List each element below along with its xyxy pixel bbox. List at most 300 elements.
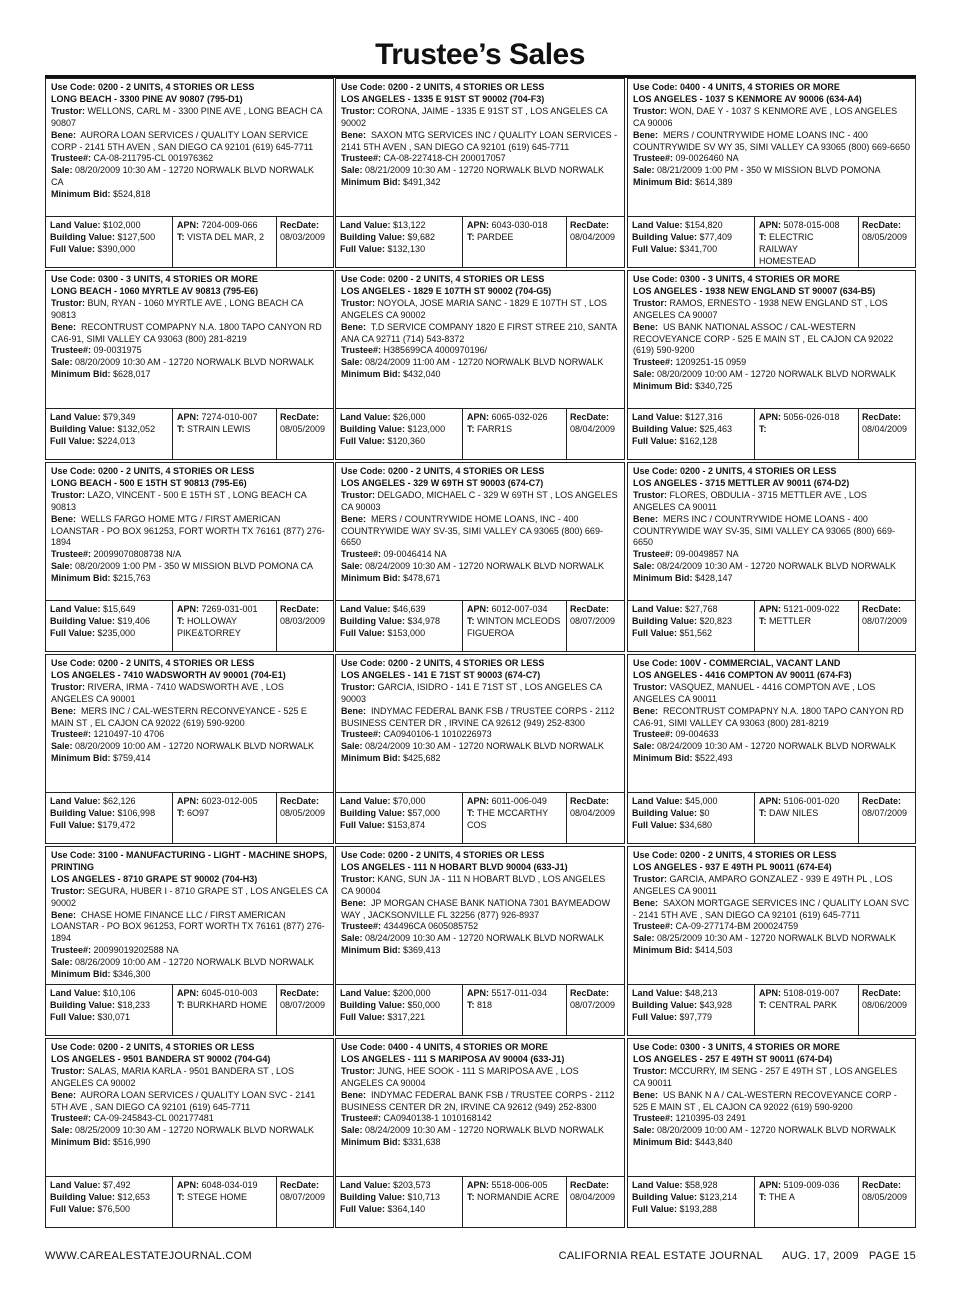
recdate-value: 08/04/2009: [570, 423, 616, 434]
use-code: Use Code: 0200 - 2 UNITS, 4 STORIES OR LESS: [341, 82, 545, 92]
tract-value: BURKHARD HOME: [187, 999, 268, 1010]
full-value-label: Full Value:: [340, 1011, 386, 1022]
full-value-line: [50, 1204, 168, 1216]
apn-value: 5518-006-005: [491, 1180, 548, 1190]
building-value: $0: [699, 807, 710, 818]
apn-cell: [173, 217, 277, 267]
sale-line: [51, 957, 328, 969]
listing-card: [627, 1038, 916, 1228]
apn-value: 5517-011-034: [491, 988, 547, 998]
recdate-value: 08/07/2009: [570, 999, 616, 1010]
land-value-line: [50, 604, 168, 616]
recdate-cell: [277, 217, 333, 267]
land-value-label: Land Value:: [50, 604, 101, 614]
min-bid-value: $491,342: [403, 177, 441, 188]
trustor-line: [341, 1066, 619, 1090]
value-cell: [46, 409, 173, 459]
min-bid-value: $443,840: [695, 1137, 733, 1148]
recdate-value: 08/04/2009: [570, 807, 616, 818]
trustor-label: Trustor:: [633, 297, 668, 308]
trustee-line: [633, 921, 910, 933]
building-value-label: Building Value:: [340, 807, 406, 818]
apn-cell: [463, 985, 567, 1035]
trustor-line: [633, 490, 910, 514]
apn-label: APN:: [467, 604, 489, 614]
apn-cell: [173, 793, 277, 843]
sale-value: 08/26/2009 10:00 AM - 12720 NORWALK BLVD NORWALK: [75, 957, 314, 968]
listing-values: [336, 216, 624, 267]
full-value-label: Full Value:: [340, 1203, 386, 1214]
trustee-value: 20099070808738 N/A: [93, 549, 182, 560]
full-value-label: Full Value:: [50, 435, 96, 446]
value-cell: [628, 217, 755, 267]
trustor-line: [51, 490, 328, 514]
full-value-label: Full Value:: [632, 435, 678, 446]
land-value-label: Land Value:: [340, 988, 391, 998]
trustee-label: Trustee#:: [341, 153, 382, 164]
trustee-value: CA-09-245843-CL 002177481: [93, 1113, 214, 1124]
sale-label: Sale:: [51, 561, 73, 572]
apn-cell: [755, 1177, 859, 1227]
bene-value: US BANK NATIONAL ASSOC / CAL-WESTERN RECOVEYANCE CORP - 525 E MAIN ST , EL CAJON CA 92022 (619) 590-9200: [633, 321, 894, 356]
min-bid-value: $516,990: [113, 1137, 151, 1148]
bene-label: Bene:: [341, 513, 367, 524]
trustee-label: Trustee#:: [341, 921, 382, 932]
full-value: $224,013: [97, 435, 136, 446]
min-bid-value: $428,147: [695, 573, 733, 584]
bene-line: [51, 130, 328, 154]
land-value: $13,122: [393, 220, 426, 230]
building-value-label: Building Value:: [50, 231, 116, 242]
tract-line: [177, 616, 272, 640]
property-address: LOS ANGELES - 1335 E 91ST ST 90002 (704-F3): [341, 93, 545, 104]
trustor-line: [341, 874, 619, 898]
building-value-line: [50, 1192, 168, 1204]
min-bid-label: Minimum Bid:: [633, 753, 693, 764]
tract-value: FARR1S: [477, 423, 513, 434]
bene-value: INDYMAC FEDERAL BANK FSB / TRUSTEE CORPS - 2112 BUSINESS CENTER DR , IRVINE CA 92612 (949) 252-8300: [341, 705, 615, 728]
bene-value: US BANK N A / CAL-WESTERN RECOVEYANCE CORP - 525 E MAIN ST , EL CAJON CA 92022 (619) 590-9200: [633, 1089, 897, 1112]
bene-label: Bene:: [51, 1089, 77, 1100]
min-bid-line: [51, 189, 328, 201]
trustor-label: Trustor:: [633, 1065, 668, 1076]
trustor-value: CORONA, JAIME - 1335 E 91ST ST , LOS ANGELES CA 90002: [341, 105, 608, 128]
value-cell: [628, 1177, 755, 1227]
tract-value: STRAIN LEWIS: [187, 423, 251, 434]
listing-details: [628, 847, 915, 984]
min-bid-line: [51, 1137, 328, 1149]
sale-value: 08/24/2009 10:30 AM - 12720 NORWALK BLVD NORWALK: [657, 741, 896, 752]
use-code: Use Code: 0200 - 2 UNITS, 4 STORIES OR LESS: [51, 466, 255, 476]
listing-details: [46, 1039, 333, 1176]
min-bid-line: [51, 573, 328, 585]
listing-details: [628, 79, 915, 216]
building-value-label: Building Value:: [340, 423, 406, 434]
apn-line: [467, 988, 562, 1000]
building-value: $34,978: [407, 615, 441, 626]
recdate-value: 08/07/2009: [280, 1191, 326, 1202]
listing-values: [46, 600, 333, 651]
min-bid-value: $628,017: [113, 369, 151, 380]
apn-label: APN:: [467, 796, 489, 806]
building-value-line: [50, 1000, 168, 1012]
tract-line: [759, 1000, 854, 1012]
sale-label: Sale:: [51, 165, 73, 176]
land-value: $79,349: [103, 412, 136, 422]
building-value-line: [340, 1192, 458, 1204]
listing-values: [46, 792, 333, 843]
listing-card: [335, 270, 625, 460]
trustor-label: Trustor:: [341, 681, 376, 692]
use-code: Use Code: 0400 - 4 UNITS, 4 STORIES OR MORE: [341, 1042, 548, 1052]
apn-cell: [755, 793, 859, 843]
property-address: LOS ANGELES - 1938 NEW ENGLAND ST 90007 (634-B5): [633, 285, 876, 296]
use-code: Use Code: 0200 - 2 UNITS, 4 STORIES OR LESS: [341, 466, 545, 476]
full-value-line: [50, 244, 168, 256]
listing-details: [46, 79, 333, 216]
tract-value: METTLER: [769, 615, 812, 626]
trustee-label: Trustee#:: [633, 1113, 674, 1124]
listing-values: [628, 216, 915, 267]
trustee-line: [341, 921, 619, 933]
listings-row: [45, 462, 916, 654]
full-value-line: [632, 820, 750, 832]
tract-value: STEGE HOME: [187, 1191, 248, 1202]
sale-label: Sale:: [341, 165, 363, 176]
sale-line: [51, 561, 328, 573]
building-value: $77,409: [699, 231, 733, 242]
min-bid-line: [633, 753, 910, 765]
bene-label: Bene:: [633, 129, 659, 140]
min-bid-label: Minimum Bid:: [633, 945, 693, 956]
sale-value: 08/24/2009 11:00 AM - 12720 NORWALK BLVD NORWALK: [365, 357, 604, 368]
use-code: Use Code: 0200 - 2 UNITS, 4 STORIES OR LESS: [51, 658, 255, 668]
bene-line: [51, 910, 328, 946]
land-value-line: [50, 796, 168, 808]
apn-value: 5078-015-008: [783, 220, 840, 230]
trustee-label: Trustee#:: [341, 549, 382, 560]
sale-line: [341, 357, 619, 369]
trustor-line: [51, 1066, 328, 1090]
land-value-line: [340, 1180, 458, 1192]
trustee-line: [633, 153, 910, 165]
land-value-line: [632, 988, 750, 1000]
min-bid-value: $414,503: [695, 945, 733, 956]
building-value: $10,713: [407, 1191, 441, 1202]
tract-label: T:: [467, 231, 475, 242]
sale-value: 08/24/2009 10:30 AM - 12720 NORWALK BLVD NORWALK: [657, 561, 896, 572]
apn-cell: [463, 793, 567, 843]
sale-value: 08/25/2009 10:30 AM - 12720 NORWALK BLVD NORWALK: [657, 933, 896, 944]
bene-value: CHASE HOME FINANCE LLC / FIRST AMERICAN LOANSTAR - PO BOX 961253, FORT WORTH TX 76161 (877) 276-1894: [51, 909, 325, 944]
tract-label: T:: [759, 1191, 767, 1202]
listing-card: [45, 462, 334, 652]
apn-line: [759, 1180, 854, 1192]
trustee-value: CA-08-211795-CL 001976362: [93, 153, 214, 164]
value-cell: [628, 985, 755, 1035]
recdate-label: RecDate:: [280, 604, 320, 614]
apn-label: APN:: [467, 220, 489, 230]
apn-label: APN:: [177, 796, 199, 806]
land-value: $70,000: [393, 796, 426, 806]
tract-line: [467, 808, 562, 832]
trustee-line: [341, 153, 619, 165]
full-value-label: Full Value:: [50, 1011, 96, 1022]
building-value-label: Building Value:: [632, 231, 698, 242]
listing-values: [628, 984, 915, 1035]
min-bid-value: $369,413: [403, 945, 441, 956]
recdate-value: 08/07/2009: [280, 999, 326, 1010]
sale-value: 08/24/2009 10:30 AM - 12720 NORWALK BLVD NORWALK: [365, 741, 604, 752]
building-value: $50,000: [407, 999, 441, 1010]
listing-card: [335, 462, 625, 652]
sale-line: [633, 1125, 910, 1137]
land-value-line: [340, 220, 458, 232]
apn-cell: [755, 601, 859, 651]
trustee-line: [51, 345, 328, 357]
bene-line: [633, 898, 910, 922]
trustor-label: Trustor:: [51, 885, 86, 896]
sale-label: Sale:: [341, 561, 363, 572]
min-bid-label: Minimum Bid:: [51, 1137, 111, 1148]
trustee-value: 09-004633: [675, 729, 719, 740]
apn-line: [177, 796, 272, 808]
building-value: $12,653: [117, 1191, 151, 1202]
trustor-label: Trustor:: [51, 1065, 86, 1076]
listing-values: [46, 984, 333, 1035]
trustee-value: 09-0046414 NA: [383, 549, 447, 560]
building-value-label: Building Value:: [50, 999, 116, 1010]
trustor-value: LAZO, VINCENT - 500 E 15TH ST , LONG BEACH CA 90813: [51, 489, 307, 512]
value-cell: [46, 793, 173, 843]
recdate-value: 08/05/2009: [280, 423, 326, 434]
apn-label: APN:: [759, 220, 781, 230]
recdate-cell: [859, 1177, 915, 1227]
tract-value: 818: [477, 999, 493, 1010]
recdate-cell: [277, 985, 333, 1035]
land-value: $27,768: [685, 604, 718, 614]
apn-label: APN:: [177, 604, 199, 614]
trustor-value: MCCURRY, IM SENG - 257 E 49TH ST , LOS ANGELES CA 90011: [633, 1065, 898, 1088]
use-code: Use Code: 3100 - MANUFACTURING - LIGHT - MACHINE SHOPS, PRINTING: [51, 850, 328, 872]
tract-line: [177, 232, 272, 244]
trustee-label: Trustee#:: [341, 729, 382, 740]
trustee-line: [633, 729, 910, 741]
land-value-line: [632, 604, 750, 616]
full-value-line: [632, 628, 750, 640]
listing-card: [627, 654, 916, 844]
min-bid-value: $346,300: [113, 969, 151, 980]
listing-card: [627, 78, 916, 268]
bene-label: Bene:: [51, 129, 77, 140]
building-value-line: [50, 424, 168, 436]
recdate-value: 08/04/2009: [570, 1191, 616, 1202]
tract-label: T:: [467, 1191, 475, 1202]
listing-values: [628, 1176, 915, 1227]
sale-value: 08/21/2009 1:00 PM - 350 W MISSION BLVD POMONA: [657, 165, 881, 176]
value-cell: [46, 985, 173, 1035]
recdate-label: RecDate:: [862, 796, 902, 806]
trustee-label: Trustee#:: [51, 549, 92, 560]
full-value-line: [632, 436, 750, 448]
recdate-label: RecDate:: [280, 412, 320, 422]
apn-cell: [463, 601, 567, 651]
land-value-label: Land Value:: [340, 412, 391, 422]
recdate-cell: [277, 793, 333, 843]
bene-label: Bene:: [51, 513, 77, 524]
trustee-label: Trustee#:: [51, 153, 92, 164]
use-code: Use Code: 0200 - 2 UNITS, 4 STORIES OR LESS: [341, 850, 545, 860]
listing-values: [336, 408, 624, 459]
land-value-label: Land Value:: [50, 988, 101, 998]
full-value: $51,562: [679, 627, 713, 638]
apn-cell: [755, 217, 859, 267]
trustee-value: 20099019202588 NA: [93, 945, 179, 956]
listing-details: [628, 271, 915, 408]
tract-label: T:: [177, 807, 185, 818]
listing-values: [628, 408, 915, 459]
full-value: $364,140: [387, 1203, 426, 1214]
full-value-line: [340, 628, 458, 640]
apn-value: 5056-026-018: [783, 412, 840, 422]
min-bid-line: [633, 177, 910, 189]
apn-line: [467, 604, 562, 616]
trustee-line: [51, 549, 328, 561]
full-value-line: [340, 244, 458, 256]
land-value: $7,492: [103, 1180, 131, 1190]
sale-label: Sale:: [51, 957, 73, 968]
trustee-line: [51, 729, 328, 741]
full-value: $235,000: [97, 627, 136, 638]
listing-details: [336, 79, 624, 216]
trustor-value: RAMOS, ERNESTO - 1938 NEW ENGLAND ST , LOS ANGELES CA 90007: [633, 297, 888, 320]
min-bid-label: Minimum Bid:: [51, 189, 111, 200]
recdate-label: RecDate:: [280, 1180, 320, 1190]
recdate-value: 08/04/2009: [862, 423, 908, 434]
tract-line: [177, 424, 272, 436]
trustor-label: Trustor:: [633, 105, 668, 116]
bene-label: Bene:: [51, 909, 77, 920]
property-address: LOS ANGELES - 937 E 49TH PL 90011 (674-E4): [633, 861, 832, 872]
bene-label: Bene:: [341, 321, 367, 332]
trustor-label: Trustor:: [341, 105, 376, 116]
trustor-value: BUN, RYAN - 1060 MYRTLE AVE , LONG BEACH CA 90813: [51, 297, 303, 320]
tract-line: [177, 1000, 272, 1012]
apn-line: [177, 1180, 272, 1192]
sale-label: Sale:: [633, 561, 655, 572]
trustor-value: RIVERA, IRMA - 7410 WADSWORTH AVE , LOS ANGELES CA 90001: [51, 681, 284, 704]
tract-label: T:: [759, 999, 767, 1010]
recdate-value: 08/04/2009: [570, 231, 616, 242]
full-value: $30,071: [97, 1011, 131, 1022]
use-code: Use Code: 100V - COMMERCIAL, VACANT LAND: [633, 658, 841, 668]
property-address: LOS ANGELES - 4416 COMPTON AV 90011 (674-F3): [633, 669, 852, 680]
bene-label: Bene:: [341, 129, 367, 140]
bene-value: MERS / COUNTRYWIDE HOME LOANS INC - 400 COUNTRYWIDE SV WY 35, SIMI VALLEY CA 93065 (800) 669-6650: [633, 129, 910, 152]
full-value-label: Full Value:: [50, 627, 96, 638]
property-address: LOS ANGELES - 141 E 71ST ST 90003 (674-C7): [341, 669, 541, 680]
building-value-line: [632, 808, 750, 820]
building-value-label: Building Value:: [340, 615, 406, 626]
listing-values: [628, 792, 915, 843]
building-value: $123,000: [407, 423, 446, 434]
building-value: $43,928: [699, 999, 733, 1010]
recdate-cell: [859, 409, 915, 459]
sale-line: [633, 165, 910, 177]
full-value-label: Full Value:: [632, 243, 678, 254]
apn-cell: [173, 985, 277, 1035]
land-value-label: Land Value:: [632, 220, 683, 230]
apn-cell: [755, 985, 859, 1035]
apn-cell: [173, 601, 277, 651]
recdate-cell: [859, 793, 915, 843]
min-bid-value: $432,040: [403, 369, 441, 380]
building-value-label: Building Value:: [50, 615, 116, 626]
tract-line: [467, 616, 562, 640]
sale-line: [341, 165, 619, 177]
footer-url: WWW.CAREALESTATEJOURNAL.COM: [45, 1250, 252, 1262]
trustor-line: [633, 298, 910, 322]
bene-line: [633, 706, 910, 730]
bene-label: Bene:: [633, 1089, 659, 1100]
tract-line: [467, 424, 562, 436]
tract-line: [759, 1192, 854, 1204]
tract-line: [467, 1192, 562, 1204]
sale-line: [341, 561, 619, 573]
bene-value: T.D SERVICE COMPANY 1820 E FIRST STREE 210, SANTA ANA CA 92711 (714) 543-8372: [341, 321, 617, 344]
bene-value: AURORA LOAN SERVICES / QUALITY LOAN SERVICE CORP - 2141 5TH AVEN , SAN DIEGO CA 92101 (619) 645-7711: [51, 129, 314, 152]
land-value-line: [340, 988, 458, 1000]
value-cell: [336, 409, 463, 459]
tract-value: THE A: [768, 1191, 795, 1202]
listing-details: [628, 463, 915, 600]
recdate-value: 08/07/2009: [570, 615, 616, 626]
sale-label: Sale:: [633, 369, 655, 380]
trustee-label: Trustee#:: [633, 549, 674, 560]
min-bid-line: [341, 945, 619, 957]
land-value: $203,573: [393, 1180, 431, 1190]
trustee-line: [51, 153, 328, 165]
recdate-value: 08/05/2009: [862, 1191, 908, 1202]
listings-row: [45, 78, 916, 270]
use-code: Use Code: 0200 - 2 UNITS, 4 STORIES OR LESS: [51, 1042, 255, 1052]
land-value-label: Land Value:: [50, 1180, 101, 1190]
recdate-label: RecDate:: [570, 412, 610, 422]
trustee-line: [633, 357, 910, 369]
building-value-label: Building Value:: [632, 999, 698, 1010]
footer-publication: CALIFORNIA REAL ESTATE JOURNAL AUG. 17, 2009 PAGE 15: [558, 1250, 916, 1262]
building-value-line: [632, 616, 750, 628]
apn-line: [759, 988, 854, 1000]
sale-line: [51, 1125, 328, 1137]
listing-details: [628, 655, 915, 792]
recdate-cell: [567, 217, 624, 267]
tract-line: [177, 1192, 272, 1204]
land-value-label: Land Value:: [50, 220, 101, 230]
tract-label: T:: [759, 423, 767, 434]
bene-line: [341, 706, 619, 730]
bene-label: Bene:: [633, 705, 659, 716]
full-value-line: [340, 1204, 458, 1216]
sale-value: 08/25/2009 10:30 AM - 12720 NORWALK BLVD NORWALK: [75, 1125, 314, 1136]
trustee-line: [51, 1113, 328, 1125]
property-address: LOS ANGELES - 111 N HOBART BLVD 90004 (633-J1): [341, 861, 568, 872]
apn-line: [177, 988, 272, 1000]
sale-label: Sale:: [51, 741, 73, 752]
full-value: $120,360: [387, 435, 426, 446]
bene-value: RECONTRUST COMPAPNY N.A. 1800 TAPO CANYON RD CA6-91, SIMI VALLEY CA 93063 (800) 281-8219: [633, 705, 904, 728]
listing-card: [45, 846, 334, 1036]
